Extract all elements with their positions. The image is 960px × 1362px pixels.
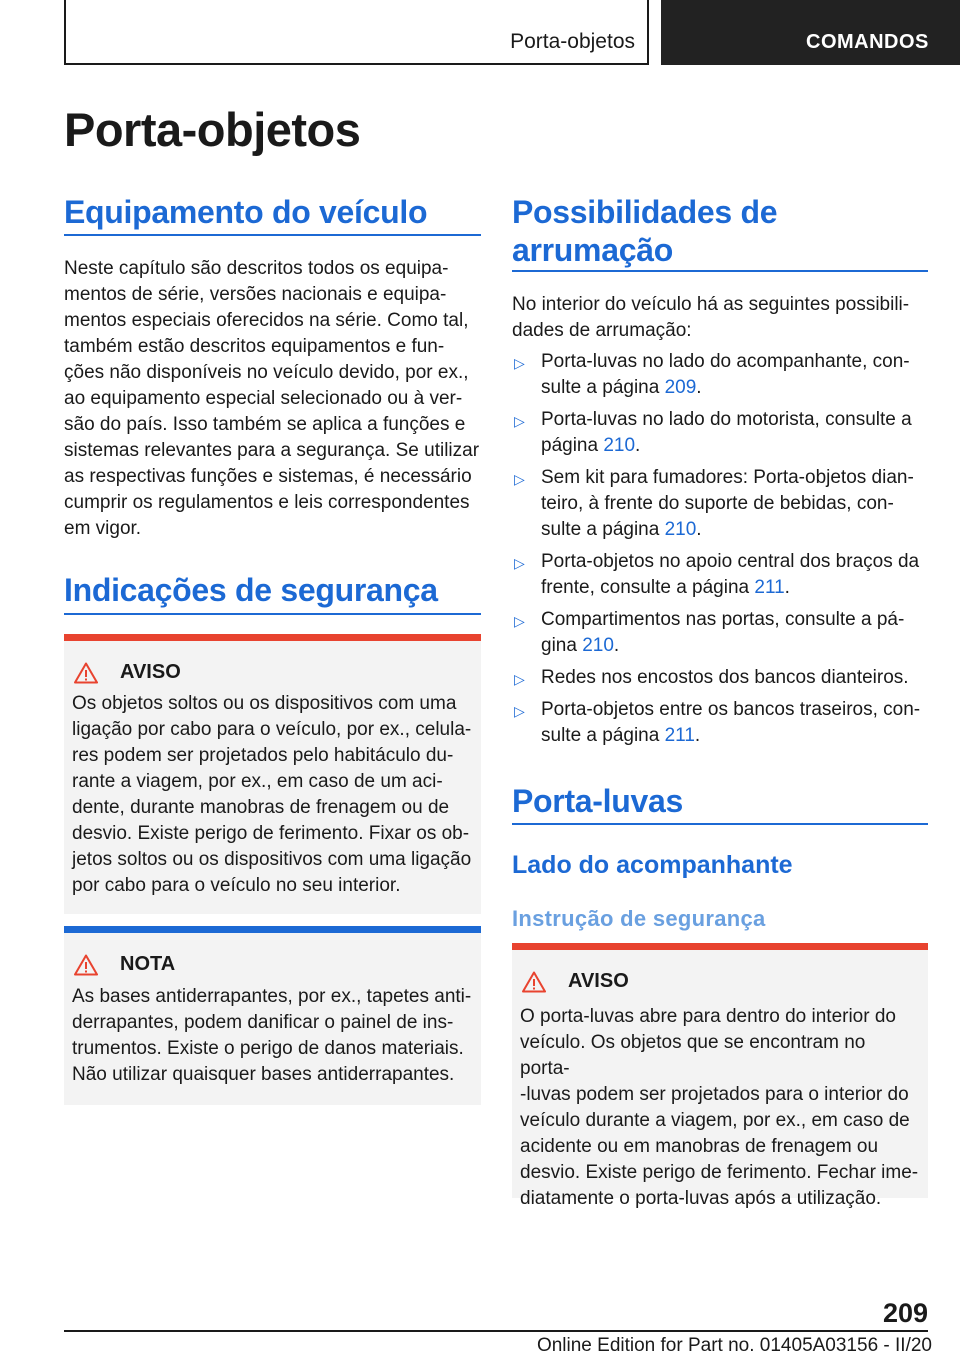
list-item: ▷ Redes nos encostos dos bancos dianteiros. (512, 665, 928, 691)
note-label: NOTA (120, 953, 176, 975)
note-header (74, 953, 175, 976)
header-chapter-title: COMANDOS (806, 31, 929, 53)
list-item: ▷ Sem kit para fumadores: Porta-objetos dian- teiro, à frente do suporte de bebidas, con- sulte a página 210. (514, 467, 914, 540)
note-text: As bases antiderrapantes, por ex., tapetes anti- derrapantes, podem danificar o painel de ins- trumentos. Existe o perigo de danos materiais. Não utilizar quaisquer bases antiderrapantes. (72, 986, 472, 1085)
list-item: ▷ Compartimentos nas portas, consulte a pá- gina 210. (514, 609, 905, 656)
page-link-210[interactable]: 210 (664, 519, 697, 540)
page-link-209[interactable]: 209 (664, 377, 697, 398)
list-item: ▷ Porta-luvas no lado do acompanhante, con- sulte a página 209. (514, 351, 910, 398)
triangle-right-bullet-icon: ▷ (514, 471, 525, 487)
warning-text: O porta-luvas abre para dentro do interior do veículo. Os objetos que se encontram no porta- -luvas podem ser projetados para o interior do veículo durante a viagem, por ex., em caso de acidente ou em manobras de frenagem ou desvio. Existe perigo de ferimento. Fechar ime- diatamente o porta-luvas após a utilização. (520, 1006, 919, 1209)
running-header-section (64, 0, 649, 65)
triangle-right-bullet-icon: ▷ (514, 413, 525, 429)
heading-possibilidades: Possibilidades de arrumação (512, 194, 778, 268)
triangle-right-bullet-icon: ▷ (514, 671, 525, 687)
warning-triangle-icon (74, 954, 98, 976)
triangle-right-bullet-icon: ▷ (514, 703, 525, 719)
page-link-211[interactable]: 211 (754, 577, 785, 598)
header-section-title: Porta-objetos (510, 30, 635, 53)
heading-rule (64, 613, 481, 615)
note-bar (64, 926, 481, 933)
warning-triangle-icon (74, 662, 98, 684)
page-title: Porta-objetos (64, 103, 361, 156)
list-item: ▷ Porta-luvas no lado do motorista, consulte a página 210. (514, 409, 912, 456)
list-item: ▷ Porta-objetos no apoio central dos braços da frente, consulte a página 211. (514, 551, 920, 598)
possibilidades-paragraph: No interior do veículo há as seguintes possibili- dades de arrumação: (512, 294, 910, 341)
triangle-right-bullet-icon: ▷ (514, 613, 525, 629)
heading-lado-acompanhante: Lado do acompanhante (512, 851, 793, 879)
warning-box-aviso-porta-luvas (512, 943, 928, 1209)
heading-porta-luvas: Porta-luvas (512, 783, 683, 819)
running-header-chapter (661, 0, 960, 65)
warning-box-aviso (64, 634, 481, 914)
equipamento-paragraph: Neste capítulo são descritos todos os equipa- mentos de série, versões nacionais e equipa- mentos especiais oferecidos na série. Como tal, também estão descritos equipamentos e fun- ções não disponíveis no veículo devido, por ex., ao equipamento especial selecionado ou à ver- são do país. Isso também se aplica a funções e sistemas relevantes para a segurança. Se utilizar as respectivas funções e sistemas, é necessário cumprir os regulamentos e leis correspondentes em vigor. (64, 258, 480, 539)
triangle-right-bullet-icon: ▷ (514, 555, 525, 571)
page-link-210[interactable]: 210 (582, 635, 614, 656)
storage-list (512, 349, 928, 749)
warning-label: AVISO (120, 661, 181, 683)
warning-box-nota (64, 926, 481, 1105)
warning-header (522, 970, 629, 993)
heading-instrucao-seguranca: Instrução de segurança (512, 906, 766, 931)
warning-bar (512, 943, 928, 950)
warning-text: Os objetos soltos ou os dispositivos com uma ligação por cabo para o veículo, por ex., celula- res podem ser projetados pelo habitáculo du- rante a viagem, por ex., em caso de um aci- dente, durante manobras de frenagem ou de desvio. Existe perigo de ferimento. Fixar os ob- jetos soltos ou os dispositivos com uma ligação por cabo para o veículo no seu interior. (72, 693, 472, 896)
footer-rule (64, 1330, 928, 1332)
heading-equipamento: Equipamento do veículo (64, 194, 428, 230)
page-link-210[interactable]: 210 (603, 435, 636, 456)
page-link-211[interactable]: 211 (664, 725, 695, 746)
page-number: 209 (883, 1298, 929, 1328)
heading-rule (512, 823, 928, 825)
footer-edition: Online Edition for Part no. 01405A03156 - II/20 (536, 1335, 932, 1356)
triangle-right-bullet-icon: ▷ (514, 355, 525, 371)
heading-indicacoes-seguranca: Indicações de segurança (64, 572, 438, 608)
heading-rule (64, 234, 481, 236)
warning-triangle-icon (522, 971, 546, 993)
list-item: ▷ Porta-objetos entre os bancos traseiros, con- sulte a página 211. (514, 699, 921, 746)
warning-header (74, 661, 181, 684)
warning-bar (64, 634, 481, 641)
heading-rule (512, 270, 928, 272)
warning-label: AVISO (568, 970, 629, 992)
